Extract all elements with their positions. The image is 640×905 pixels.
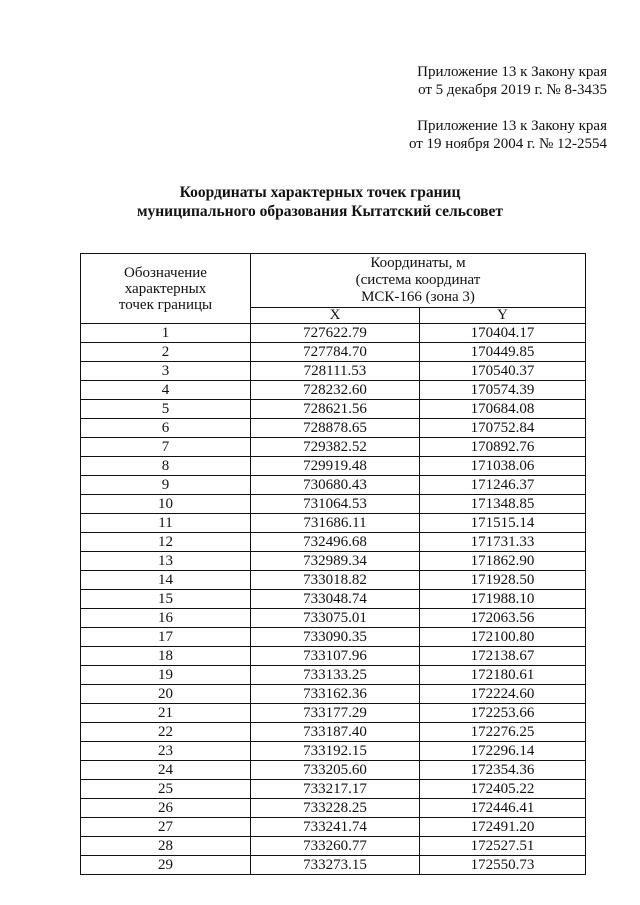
y-coordinate-cell: 172527.51 bbox=[420, 837, 586, 856]
point-number-cell: 11 bbox=[81, 514, 251, 533]
x-coordinate-cell: 733048.74 bbox=[251, 590, 420, 609]
y-coordinate-cell: 170540.37 bbox=[420, 362, 586, 381]
table-row bbox=[81, 609, 586, 628]
y-coordinate-cell: 172446.41 bbox=[420, 799, 586, 818]
table-row bbox=[81, 647, 586, 666]
y-coordinate-cell: 170684.08 bbox=[420, 400, 586, 419]
appendix-note-line: от 19 ноября 2004 г. № 12-2554 bbox=[408, 136, 607, 152]
point-number-cell: 21 bbox=[81, 704, 251, 723]
table-row bbox=[81, 419, 586, 438]
table-row bbox=[81, 343, 586, 362]
table-row bbox=[81, 495, 586, 514]
point-number-cell: 17 bbox=[81, 628, 251, 647]
point-number-cell: 9 bbox=[81, 476, 251, 495]
x-coordinate-cell: 733177.29 bbox=[251, 704, 420, 723]
y-coordinate-cell: 172180.61 bbox=[420, 666, 586, 685]
x-coordinate-cell: 731064.53 bbox=[251, 495, 420, 514]
header-line: Координаты, м bbox=[370, 255, 466, 271]
table-row bbox=[81, 780, 586, 799]
x-coordinate-cell: 733205.60 bbox=[251, 761, 420, 780]
point-number-cell: 27 bbox=[81, 818, 251, 837]
point-number-cell: 8 bbox=[81, 457, 251, 476]
table-row bbox=[81, 723, 586, 742]
table-row bbox=[81, 628, 586, 647]
table-row bbox=[81, 799, 586, 818]
table-row bbox=[81, 362, 586, 381]
y-coordinate-cell: 170892.76 bbox=[420, 438, 586, 457]
document-title-line: муниципального образования Кытатский сельсовет bbox=[136, 203, 504, 220]
x-coordinate-cell: 733192.15 bbox=[251, 742, 420, 761]
x-coordinate-cell: 733217.17 bbox=[251, 780, 420, 799]
table-row bbox=[81, 742, 586, 761]
x-coordinate-cell: 733187.40 bbox=[251, 723, 420, 742]
point-number-cell: 24 bbox=[81, 761, 251, 780]
y-coordinate-cell: 171731.33 bbox=[420, 533, 586, 552]
coordinates-header bbox=[251, 254, 586, 308]
coordinates-table bbox=[80, 253, 586, 875]
point-number-cell: 1 bbox=[81, 324, 251, 343]
y-coordinate-cell: 171862.90 bbox=[420, 552, 586, 571]
y-coordinate-cell: 172354.36 bbox=[420, 761, 586, 780]
point-number-cell: 22 bbox=[81, 723, 251, 742]
y-coordinate-cell: 171988.10 bbox=[420, 590, 586, 609]
y-coordinate-cell: 170404.17 bbox=[420, 324, 586, 343]
x-coordinate-cell: 733075.01 bbox=[251, 609, 420, 628]
table-row bbox=[81, 666, 586, 685]
x-coordinate-cell: 733162.36 bbox=[251, 685, 420, 704]
x-coordinate-cell: 733273.15 bbox=[251, 856, 420, 875]
table-row bbox=[81, 324, 586, 343]
point-number-cell: 4 bbox=[81, 381, 251, 400]
table-row bbox=[81, 590, 586, 609]
point-number-cell: 19 bbox=[81, 666, 251, 685]
appendix-note-original bbox=[409, 117, 607, 153]
x-coordinate-cell: 730680.43 bbox=[251, 476, 420, 495]
x-coordinate-cell: 727784.70 bbox=[251, 343, 420, 362]
table-row bbox=[81, 761, 586, 780]
point-number-cell: 26 bbox=[81, 799, 251, 818]
point-number-cell: 6 bbox=[81, 419, 251, 438]
table-row bbox=[81, 818, 586, 837]
point-number-cell: 2 bbox=[81, 343, 251, 362]
table-row bbox=[81, 457, 586, 476]
point-number-cell: 5 bbox=[81, 400, 251, 419]
y-coordinate-cell: 172550.73 bbox=[420, 856, 586, 875]
document-title-line: Координаты характерных точек границ bbox=[179, 184, 461, 201]
x-coordinate-cell: 733018.82 bbox=[251, 571, 420, 590]
x-coordinate-cell: 733133.25 bbox=[251, 666, 420, 685]
point-number-cell: 25 bbox=[81, 780, 251, 799]
table-row bbox=[81, 381, 586, 400]
header-line: характерных bbox=[124, 280, 207, 297]
x-coordinate-cell: 728878.65 bbox=[251, 419, 420, 438]
header-line: точек границы bbox=[118, 296, 213, 313]
y-coordinate-cell: 171348.85 bbox=[420, 495, 586, 514]
x-coordinate-cell: 729919.48 bbox=[251, 457, 420, 476]
x-coordinate-cell: 733228.25 bbox=[251, 799, 420, 818]
point-number-cell: 20 bbox=[81, 685, 251, 704]
table-row bbox=[81, 837, 586, 856]
table-row bbox=[81, 856, 586, 875]
table-row bbox=[81, 476, 586, 495]
y-coordinate-cell: 172224.60 bbox=[420, 685, 586, 704]
header-line: МСК-166 (зона 3) bbox=[361, 289, 475, 305]
y-coordinate-cell: 171928.50 bbox=[420, 571, 586, 590]
y-coordinate-cell: 172405.22 bbox=[420, 780, 586, 799]
appendix-note-line: от 5 декабря 2019 г. № 8-3435 bbox=[418, 82, 607, 98]
y-coordinate-cell: 172138.67 bbox=[420, 647, 586, 666]
table-row bbox=[81, 400, 586, 419]
appendix-note-line: Приложение 13 к Закону края bbox=[417, 64, 607, 80]
y-coordinate-cell: 172276.25 bbox=[420, 723, 586, 742]
x-coordinate-cell: 728621.56 bbox=[251, 400, 420, 419]
table-row bbox=[81, 685, 586, 704]
document-title bbox=[0, 183, 640, 221]
x-coordinate-cell: 728232.60 bbox=[251, 381, 420, 400]
header-line: (система координат bbox=[355, 272, 481, 288]
y-coordinate-cell: 172063.56 bbox=[420, 609, 586, 628]
table-row bbox=[81, 552, 586, 571]
x-column-header: X bbox=[251, 308, 420, 324]
point-number-cell: 3 bbox=[81, 362, 251, 381]
table-row bbox=[81, 533, 586, 552]
x-coordinate-cell: 732989.34 bbox=[251, 552, 420, 571]
point-number-cell: 16 bbox=[81, 609, 251, 628]
x-coordinate-cell: 733107.96 bbox=[251, 647, 420, 666]
x-coordinate-cell: 733090.35 bbox=[251, 628, 420, 647]
x-coordinate-cell: 732496.68 bbox=[251, 533, 420, 552]
y-coordinate-cell: 172253.66 bbox=[420, 704, 586, 723]
point-number-cell: 14 bbox=[81, 571, 251, 590]
point-number-cell: 28 bbox=[81, 837, 251, 856]
appendix-note-current bbox=[417, 63, 607, 99]
y-coordinate-cell: 170574.39 bbox=[420, 381, 586, 400]
x-coordinate-cell: 733241.74 bbox=[251, 818, 420, 837]
point-number-cell: 13 bbox=[81, 552, 251, 571]
appendix-note-line: Приложение 13 к Закону края bbox=[417, 118, 607, 134]
y-coordinate-cell: 171246.37 bbox=[420, 476, 586, 495]
point-number-cell: 29 bbox=[81, 856, 251, 875]
table-row bbox=[81, 438, 586, 457]
y-column-header: Y bbox=[420, 308, 586, 324]
y-coordinate-cell: 170752.84 bbox=[420, 419, 586, 438]
point-number-cell: 18 bbox=[81, 647, 251, 666]
y-coordinate-cell: 172100.80 bbox=[420, 628, 586, 647]
point-number-cell: 10 bbox=[81, 495, 251, 514]
x-coordinate-cell: 728111.53 bbox=[251, 362, 420, 381]
y-coordinate-cell: 171038.06 bbox=[420, 457, 586, 476]
x-coordinate-cell: 729382.52 bbox=[251, 438, 420, 457]
x-coordinate-cell: 733260.77 bbox=[251, 837, 420, 856]
y-coordinate-cell: 170449.85 bbox=[420, 343, 586, 362]
header-line: Обозначение bbox=[124, 264, 207, 281]
y-coordinate-cell: 172491.20 bbox=[420, 818, 586, 837]
x-coordinate-cell: 731686.11 bbox=[251, 514, 420, 533]
point-designation-header bbox=[81, 254, 251, 324]
point-number-cell: 23 bbox=[81, 742, 251, 761]
table-row bbox=[81, 571, 586, 590]
point-number-cell: 12 bbox=[81, 533, 251, 552]
table-row bbox=[81, 514, 586, 533]
point-number-cell: 7 bbox=[81, 438, 251, 457]
table-row bbox=[81, 704, 586, 723]
point-number-cell: 15 bbox=[81, 590, 251, 609]
x-coordinate-cell: 727622.79 bbox=[251, 324, 420, 343]
y-coordinate-cell: 171515.14 bbox=[420, 514, 586, 533]
y-coordinate-cell: 172296.14 bbox=[420, 742, 586, 761]
